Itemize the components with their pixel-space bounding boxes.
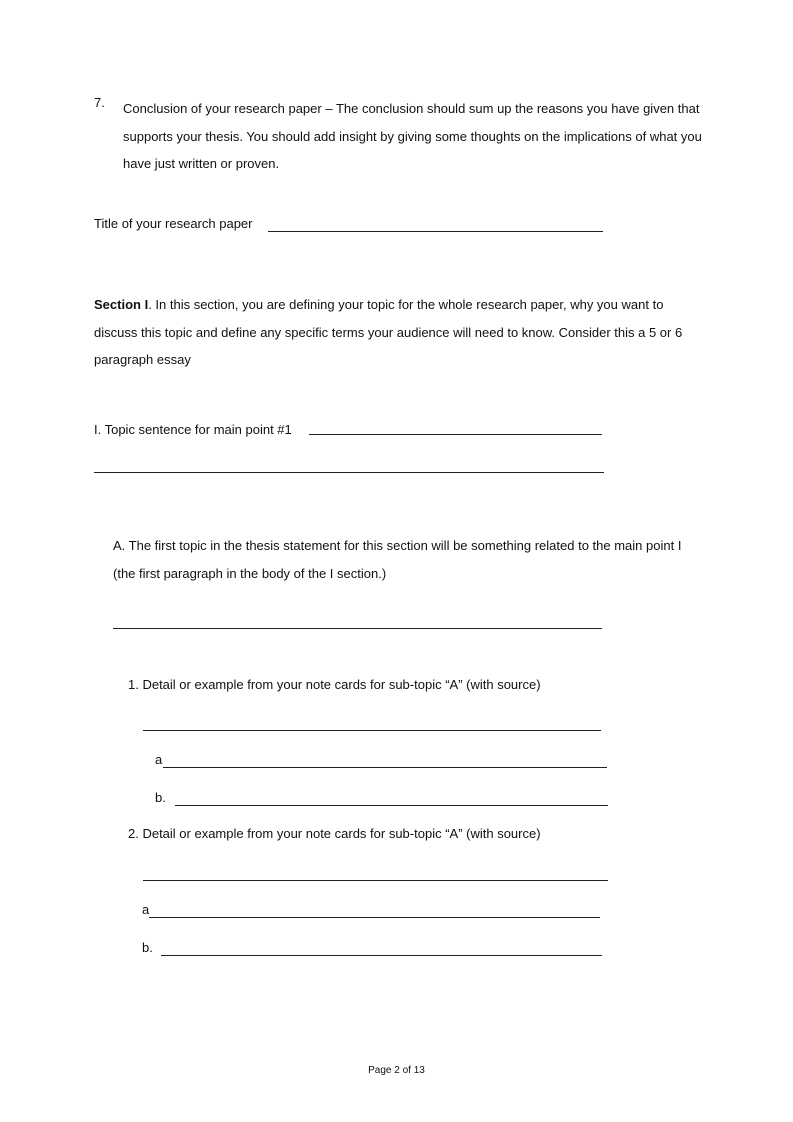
detail-2-label: 2. Detail or example from your note cards for sub-topic “A” (with source) bbox=[128, 826, 541, 841]
detail-1-a-label: a bbox=[155, 752, 163, 767]
detail-2-a-label: a bbox=[142, 902, 150, 917]
detail-2-line[interactable] bbox=[143, 866, 608, 881]
detail-1-a-line[interactable] bbox=[163, 753, 607, 768]
detail-2-a-line[interactable] bbox=[149, 903, 600, 918]
detail-1-line[interactable] bbox=[143, 716, 601, 731]
detail-1-b-label: b. bbox=[155, 790, 166, 805]
subtopic-a-text: A. The first topic in the thesis statement for this section will be something related to the main point I (the first paragraph in the body of the I section.) bbox=[113, 538, 682, 581]
detail-1-b-line[interactable] bbox=[175, 791, 608, 806]
section-1-paragraph bbox=[94, 291, 709, 374]
detail-2-b-label: b. bbox=[142, 940, 153, 955]
page-number-footer: Page 2 of 13 bbox=[368, 1065, 425, 1076]
topic-sentence-line[interactable] bbox=[309, 420, 602, 435]
detail-2-b-line[interactable] bbox=[161, 941, 602, 956]
section-1-text: . In this section, you are defining your topic for the whole research paper, why you want to discuss this topic and define any specific terms your audience will need to know. Consider this a 5 or 6 paragraph essay bbox=[94, 297, 683, 367]
topic-sentence-label: I. Topic sentence for main point #1 bbox=[94, 422, 292, 437]
title-label: Title of your research paper bbox=[94, 216, 253, 231]
subtopic-a-line[interactable] bbox=[113, 614, 602, 629]
detail-1-label: 1. Detail or example from your note cards for sub-topic “A” (with source) bbox=[128, 677, 541, 692]
item-7-text: Conclusion of your research paper – The conclusion should sum up the reasons you have given that supports your thesis. You should add insight by giving some thoughts on the implications of what you have just written or proven. bbox=[123, 101, 702, 171]
item-7-number: 7. bbox=[94, 95, 105, 110]
title-blank-line[interactable] bbox=[268, 217, 603, 232]
section-1-heading: Section I bbox=[94, 297, 149, 312]
topic-sentence-line-2[interactable] bbox=[94, 458, 604, 473]
